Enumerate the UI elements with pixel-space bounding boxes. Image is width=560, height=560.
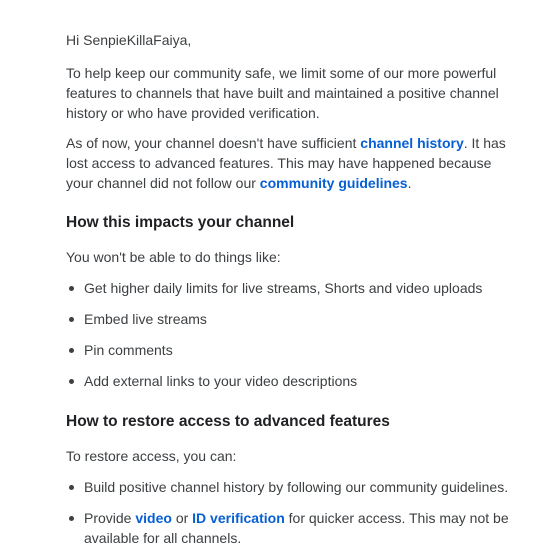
restore-lead: To restore access, you can: [66,448,237,464]
list-item-text: or [171,510,193,526]
list-item-text: Pin comments [84,342,173,358]
status-paragraph [66,133,516,193]
bullet-icon [69,317,74,322]
list-item-text: for quicker access. This may not be available for all channels. [84,510,509,546]
list-item [84,477,516,497]
list-item [84,340,516,360]
list-item [84,309,516,329]
list-item-text: Provide [84,510,136,526]
list-item-text: Add external links to your video descriptions [84,373,358,389]
intro-paragraph: To help keep our community safe, we limit some of our more powerful features to channels that have built and maintained a positive channel history or who have provided verification. [66,65,499,121]
community-guidelines-link[interactable]: community guidelines [259,175,408,191]
list-item-text: Embed live streams [84,311,207,327]
impact-heading: How this impacts your channel [66,214,295,231]
bullet-icon [69,516,74,521]
channel-history-link[interactable]: channel history [360,135,464,151]
greeting: Hi SenpieKillaFaiya, [66,32,192,48]
list-item-text: Get higher daily limits for live streams, Shorts and video uploads [84,280,483,296]
list-item [84,278,516,298]
list-item-text: Build positive channel history by following our community guidelines. [84,479,509,495]
restore-heading: How to restore access to advanced features [66,413,390,430]
bullet-icon [69,286,74,291]
bullet-icon [69,348,74,353]
id-verification-link[interactable]: ID verification [192,510,285,526]
impact-lead: You won't be able to do things like: [66,249,281,265]
bullet-icon [69,485,74,490]
status-text: . [407,175,412,191]
bullet-icon [69,379,74,384]
status-text: As of now, your channel doesn't have sufficient [66,135,361,151]
video-verification-link[interactable]: video [135,510,172,526]
list-item [84,508,516,548]
list-item [84,371,516,391]
status-text: . It has lost access to advanced features. This may have happened because your channel did not follow our [66,135,506,191]
